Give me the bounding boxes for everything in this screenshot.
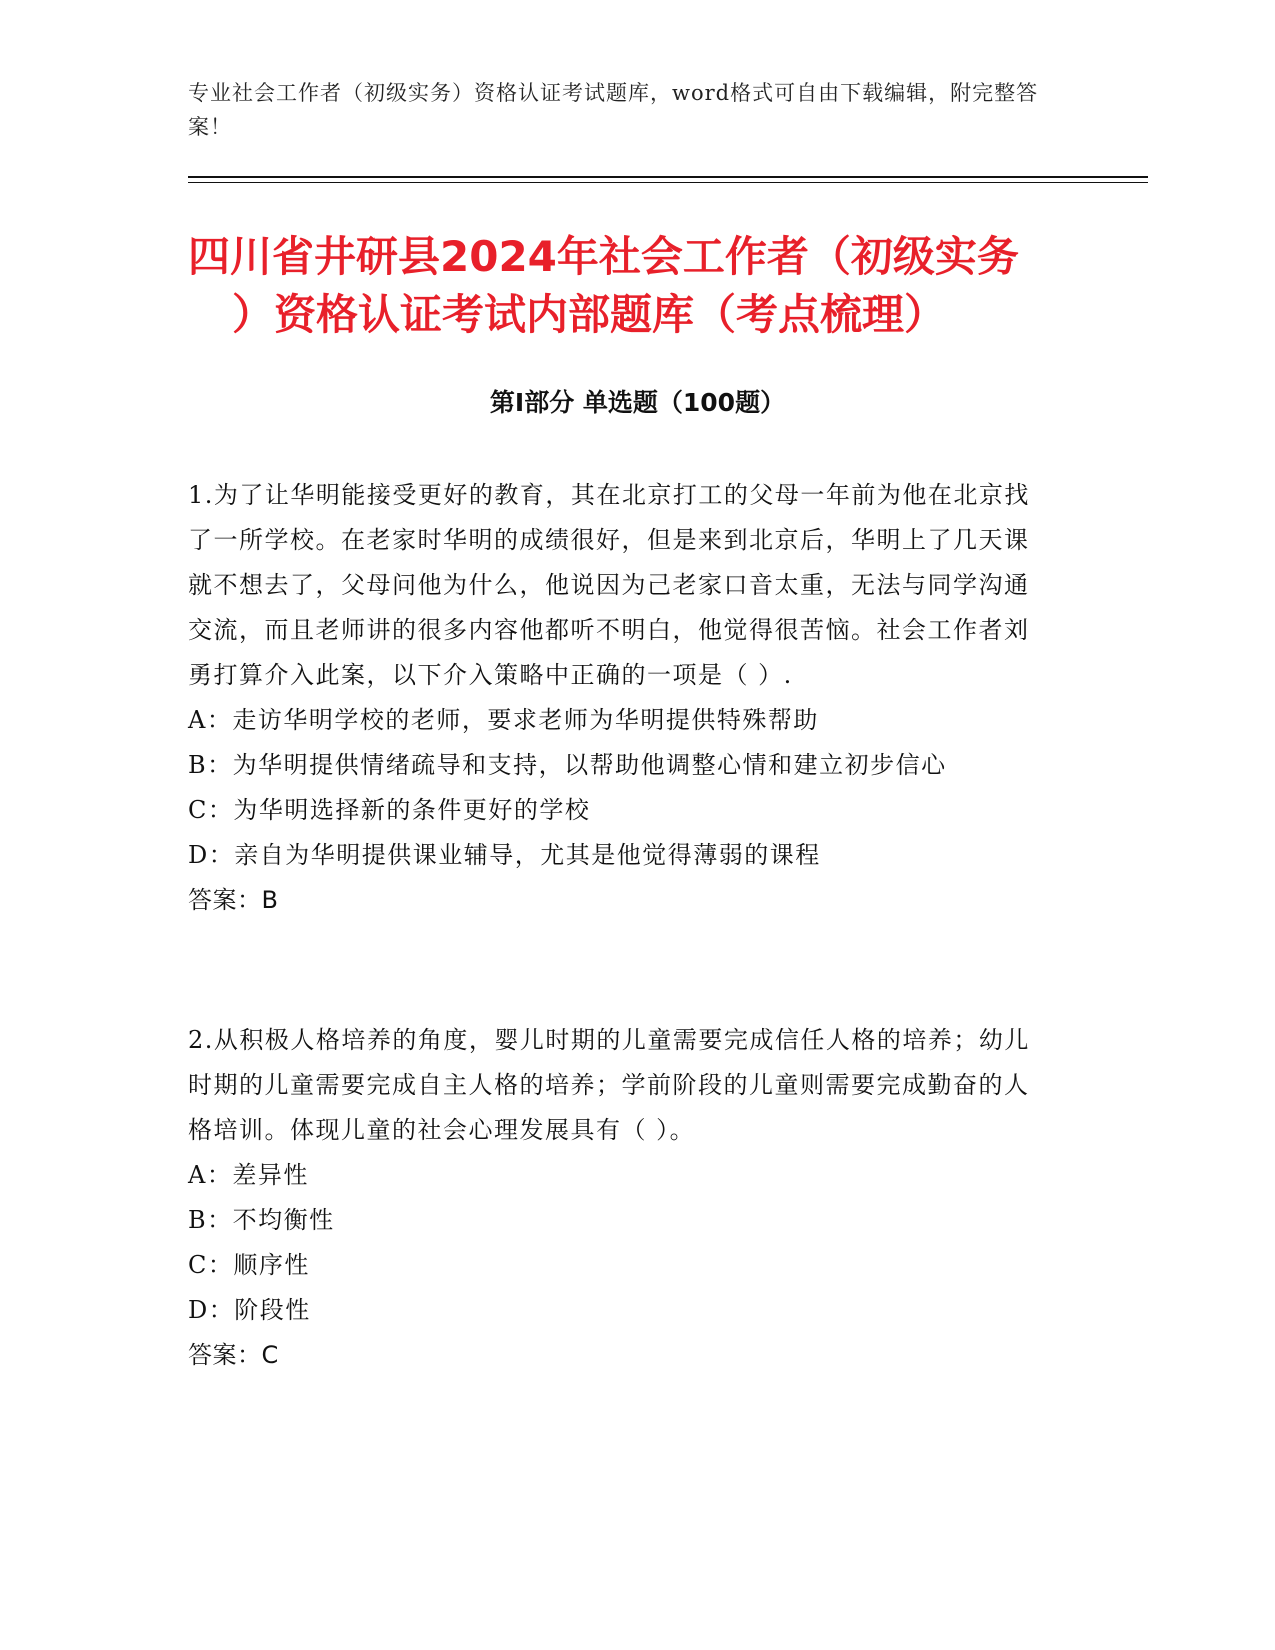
- option-b: B：为华明提供情绪疏导和支持，以帮助他调整心情和建立初步信心: [188, 751, 947, 779]
- answer-line: 答案：B: [188, 886, 279, 914]
- document-title-line2: ）资格认证考试内部题库（考点梳理）: [232, 290, 947, 339]
- question-1: [188, 473, 1048, 923]
- document-title-line1: 四川省井研县2024年社会工作者（初级实务: [188, 232, 1019, 281]
- answer-line: 答案：C: [188, 1341, 279, 1369]
- option-d: D：阶段性: [188, 1296, 311, 1324]
- question-2: [188, 1018, 1048, 1378]
- header-divider-thin: [188, 182, 1148, 183]
- header-note: 专业社会工作者（初级实务）资格认证考试题库，word格式可自由下载编辑，附完整答案！: [188, 81, 1039, 139]
- option-c: C：为华明选择新的条件更好的学校: [188, 796, 591, 824]
- section-title: 第Ⅰ部分 单选题（100题）: [489, 388, 786, 417]
- question-stem: 1.为了让华明能接受更好的教育，其在北京打工的父母一年前为他在北京找了一所学校。在老家时华明的成绩很好，但是来到北京后，华明上了几天课就不想去了，父母问他为什么，他说因为己老家口音太重，无法与同学沟通交流，而且老师讲的很多内容他都听不明白，他觉得很苦恼。社会工作者刘勇打算介入此案，以下介入策略中正确的一项是（ ）.: [188, 481, 1030, 689]
- option-a: A：差异性: [188, 1161, 309, 1189]
- option-b: B：不均衡性: [188, 1206, 335, 1234]
- option-c: C：顺序性: [188, 1251, 310, 1279]
- header-divider-thick: [188, 176, 1148, 178]
- option-d: D：亲自为华明提供课业辅导，尤其是他觉得薄弱的课程: [188, 841, 821, 869]
- option-a: A：走访华明学校的老师，要求老师为华明提供特殊帮助: [188, 706, 819, 734]
- question-stem: 2.从积极人格培养的角度，婴儿时期的儿童需要完成信任人格的培养；幼儿时期的儿童需要完成自主人格的培养；学前阶段的儿童则需要完成勤奋的人格培训。体现儿童的社会心理发展具有（ ）。: [188, 1026, 1030, 1144]
- document-title: [188, 228, 1148, 344]
